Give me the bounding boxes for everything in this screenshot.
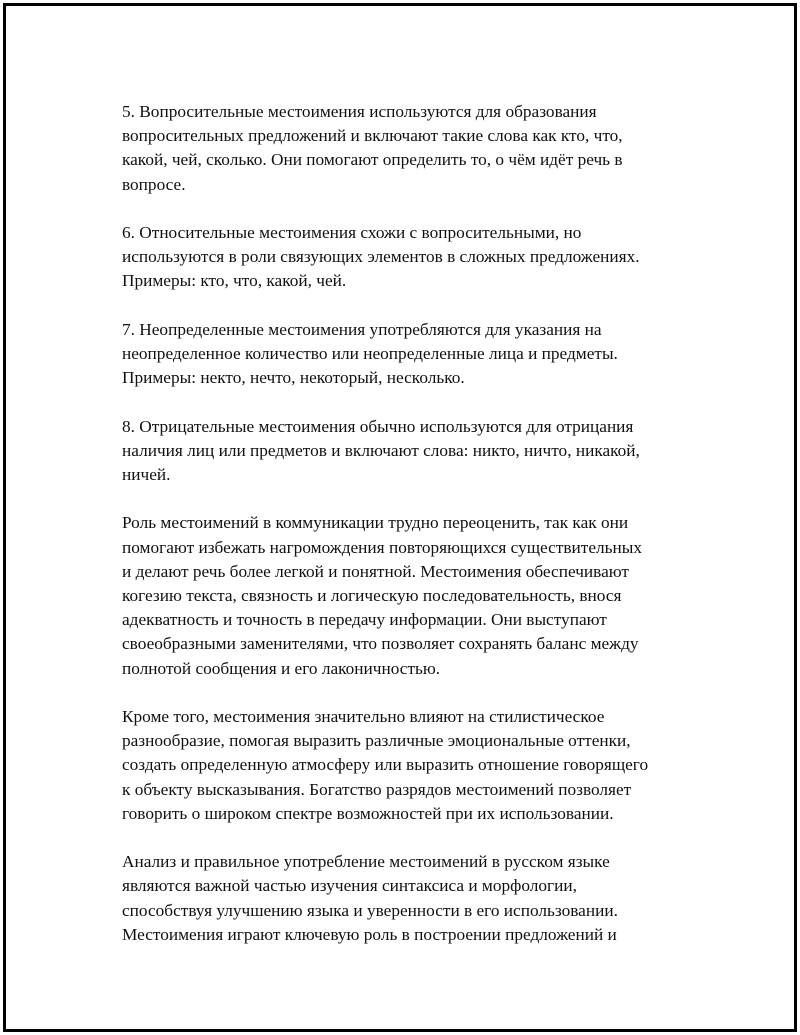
paragraph-indefinite-pronouns: 7. Неопределенные местоимения употребляются для указания на неопределенное количество или неопределенные лица и предметы. Примеры: некто, нечто, некоторый, несколько.	[122, 319, 618, 388]
paragraph-stylistic-influence: Кроме того, местоимения значительно влияют на стилистическое разнообразие, помогая выразить различные эмоциональные оттенки, создать определенную атмосферу или выразить отношение говорящего к объекту высказывания. Богатство разрядов местоимений позволяет говорить о широком спектре возможностей при их использовании.	[122, 707, 649, 823]
paragraph-analysis: Анализ и правильное употребление местоимений в русском языке являются важной частью изучения синтаксиса и морфологии, способствуя улучшению языка и уверенности в его использовании. Местоимения играют ключевую роль в построении предложений и	[122, 852, 618, 944]
paragraph-relative-pronouns: 6. Относительные местоимения схожи с вопросительными, но используются в роли связующих элементов в сложных предложениях. Примеры: кто, что, какой, чей.	[122, 223, 640, 291]
paragraph-role-of-pronouns: Роль местоимений в коммуникации трудно переоценить, так как они помогают избежать нагромождения повторяющихся существительных и делают речь более легкой и понятной. Местоимения обеспечивают когезию текста, связность и логическую последовательность, внося адекватность и точность в передачу информации. Они выступают своеобразными заменителями, что позволяет сохранять баланс между полнотой сообщения и его лаконичностью.	[122, 513, 643, 678]
page-content	[122, 100, 694, 947]
paragraph-negative-pronouns: 8. Отрицательные местоимения обычно используются для отрицания наличия лиц или предметов и включают слова: никто, ничто, никакой, ничей.	[122, 416, 640, 484]
page-frame	[3, 3, 797, 1032]
paragraph-interrogative-pronouns: 5. Вопросительные местоимения используются для образования вопросительных предложений и включают такие слова как кто, что, какой, чей, сколько. Они помогают определить то, о чём идёт речь в вопросе.	[122, 102, 623, 194]
